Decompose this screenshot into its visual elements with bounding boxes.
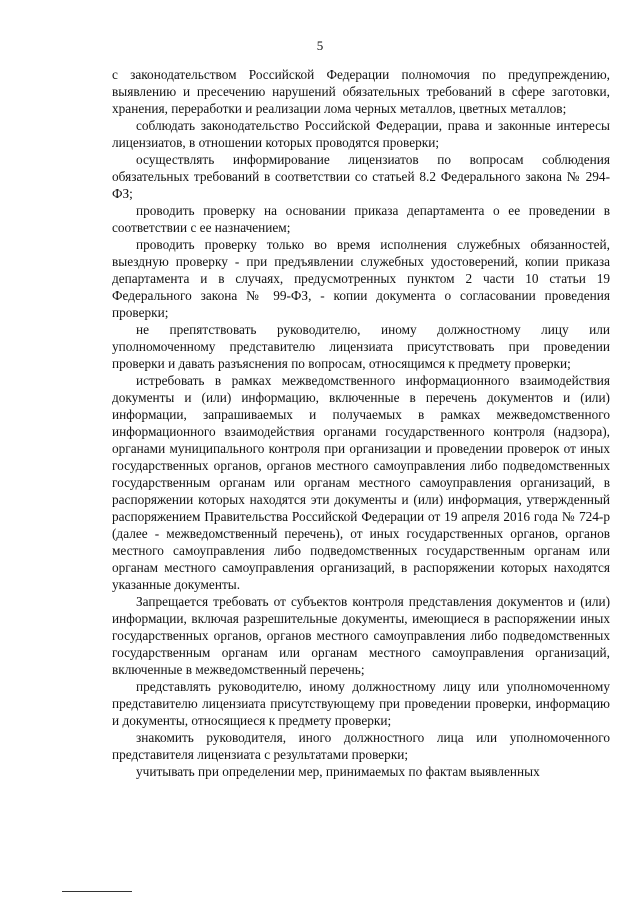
paragraph-9: представлять руководителю, иному должностному лицу или уполномоченному представителю лицензиата присутствующему при проведении проверки, информацию и документы, относящиеся к предмету проверки; (112, 679, 610, 728)
footer-rule (62, 891, 132, 892)
paragraph-5: проводить проверку только во время исполнения служебных обязанностей, выездную проверку - при предъявлении служебных удостоверений, копии приказа департамента и в случаях, предусмотренных пунктом 2 части 10 статьи 19 Федерального закона № 99-ФЗ, - копии документа о согласовании проведения проверки; (112, 237, 610, 320)
paragraph-7: истребовать в рамках межведомственного информационного взаимодействия документы и (или) информацию, включенные в перечень документов и (или) информации, запрашиваемых и получаемых в рамках межведомственного информационного взаимодействия органами государственного контроля (надзора), органами муниципального контроля при организации и проведении проверок от иных государственных органов, органов местного самоуправления либо подведомственных государственным органам или органам местного самоуправления организаций, в распоряжении которых находятся эти документы и (или) информация, утвержденный распоряжением Правительства Российской Федерации от 19 апреля 2016 года № 724-р (далее - межведомственный перечень), от иных государственных органов, органов местного самоуправления либо подведомственных государственным органам или органам местного самоуправления организаций, в распоряжении которых находятся указанные документы. (112, 373, 610, 592)
document-body (112, 66, 610, 780)
paragraph-10: знакомить руководителя, иного должностного лица или уполномоченного представителя лицензиата с результатами проверки; (112, 730, 610, 762)
paragraph-2: соблюдать законодательство Российской Федерации, права и законные интересы лицензиатов, в отношении которых проводятся проверки; (112, 118, 610, 150)
paragraph-11: учитывать при определении мер, принимаемых по фактам выявленных (136, 764, 540, 779)
paragraph-3: осуществлять информирование лицензиатов по вопросам соблюдения обязательных требований в соответствии со статьей 8.2 Федерального закона № 294-ФЗ; (112, 152, 610, 201)
page-number: 5 (316, 38, 324, 53)
paragraph-1: с законодательством Российской Федерации полномочия по предупреждению, выявлению и пресечению нарушений обязательных требований в сфере заготовки, хранения, переработки и реализации лома черных металлов, цветных металлов; (112, 67, 610, 116)
paragraph-8: Запрещается требовать от субъектов контроля представления документов и (или) информации, включая разрешительные документы, имеющиеся в распоряжении иных государственных органов, органов местного самоуправления либо подведомственных государственным органам или органам местного самоуправления организаций, включенные в межведомственный перечень; (112, 594, 610, 677)
paragraph-4: проводить проверку на основании приказа департамента о ее проведении в соответствии с ее назначением; (112, 203, 610, 235)
paragraph-6: не препятствовать руководителю, иному должностному лицу или уполномоченному представителю лицензиата присутствовать при проведении проверки и давать разъяснения по вопросам, относящимся к предмету проверки; (112, 322, 610, 371)
